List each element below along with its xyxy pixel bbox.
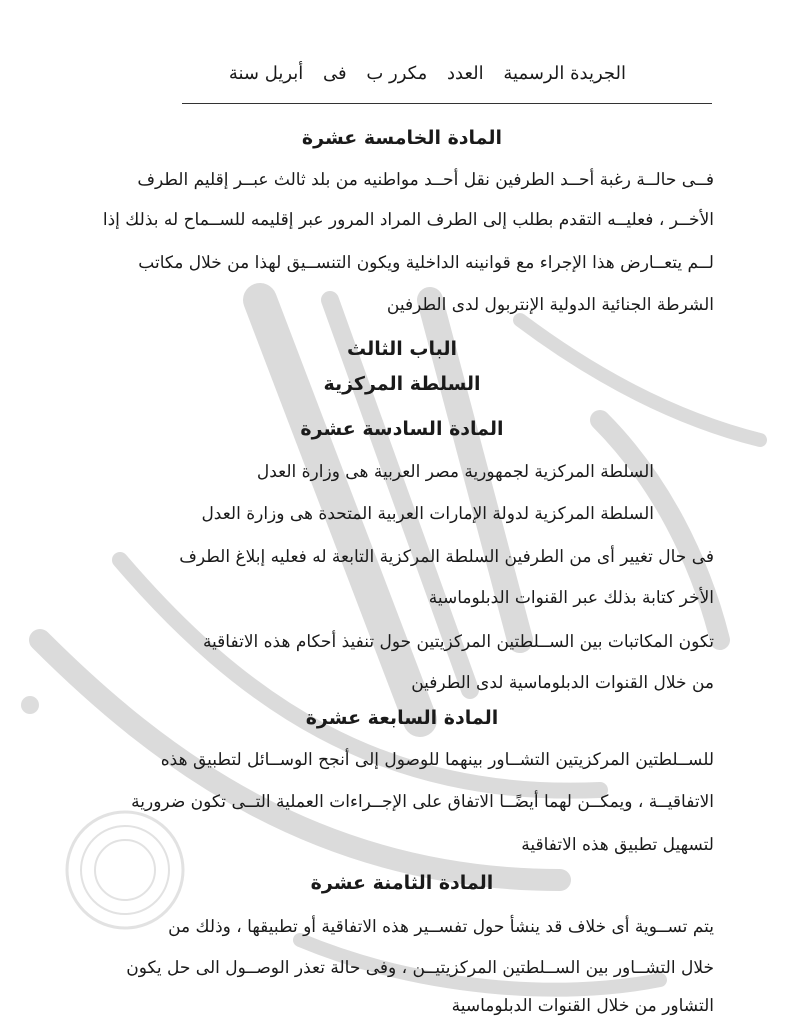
article-17-heading: المادة السابعة عشرة — [305, 707, 499, 729]
article-18-line-1: يتم تســوية أى خلاف قد ينشأ حول تفســير هذه الاتفاقية أو تطبيقها ، وذلك من — [168, 917, 714, 937]
article-16-line-4: الأخر كتابة بذلك عبر القنوات الدبلوماسية — [428, 588, 714, 608]
article-16-line-5: تكون المكاتبات بين الســلطتين المركزيتين حول تنفيذ أحكام هذه الاتفاقية — [202, 632, 714, 652]
article-15-line-3: لــم يتعــارض هذا الإجراء مع قوانينه الداخلية ويكون التنســيق لهذا من خلال مكاتب — [138, 253, 714, 273]
article-18-heading: المادة الثامنة عشرة — [310, 872, 494, 894]
article-17-line-2: الاتفاقيــة ، ويمكــن لهما أيضًــا الاتفاق على الإجــراءات العملية التــى تكون ضرورية — [131, 792, 714, 812]
header-divider — [182, 103, 712, 104]
article-16-line-1: السلطة المركزية لجمهورية مصر العربية هى وزارة العدل — [256, 462, 654, 482]
article-18-line-3: التشاور من خلال القنوات الدبلوماسية — [451, 996, 714, 1016]
header-gazette-name: الجريدة الرسمية — [503, 63, 626, 84]
header-in-label: فى — [323, 63, 347, 84]
part-3-heading: الباب الثالث — [346, 338, 458, 360]
header-date-label: أبريل سنة — [228, 63, 304, 84]
header-issue-label: العدد — [446, 63, 484, 84]
article-16-heading: المادة السادسة عشرة — [300, 418, 504, 440]
article-16-line-3: فى حال تغيير أى من الطرفين السلطة المركزية التابعة له فعليه إبلاغ الطرف — [179, 547, 714, 567]
article-16-line-2: السلطة المركزية لدولة الإمارات العربية المتحدة هى وزارة العدل — [201, 504, 654, 524]
part-3-subtitle: السلطة المركزية — [323, 373, 481, 395]
running-header — [206, 63, 626, 84]
article-17-line-1: للســلطتين المركزيتين التشــاور بينهما للوصول إلى أنجح الوســائل لتطبيق هذه — [160, 750, 714, 770]
article-15-line-4: الشرطة الجنائية الدولية الإنتربول لدى الطرفين — [386, 295, 714, 315]
article-15-heading: المادة الخامسة عشرة — [301, 127, 503, 149]
article-17-line-3: لتسهيل تطبيق هذه الاتفاقية — [521, 835, 714, 855]
article-15-line-2: الأخــر ، فعليــه التقدم بطلب إلى الطرف المراد المرور عبر إقليمه للســماح له بذلك إذا — [102, 210, 714, 230]
header-repeated-label: مكرر ب — [366, 63, 428, 84]
article-16-line-6: من خلال القنوات الدبلوماسية لدى الطرفين — [411, 673, 714, 693]
article-15-line-1: فــى حالــة رغبة أحــد الطرفين نقل أحــد مواطنيه من بلد ثالث عبــر إقليم الطرف — [137, 170, 714, 190]
article-18-line-2: خلال التشــاور بين الســلطتين المركزيتيــن ، وفى حالة تعذر الوصــول الى حل يكون — [126, 958, 714, 978]
